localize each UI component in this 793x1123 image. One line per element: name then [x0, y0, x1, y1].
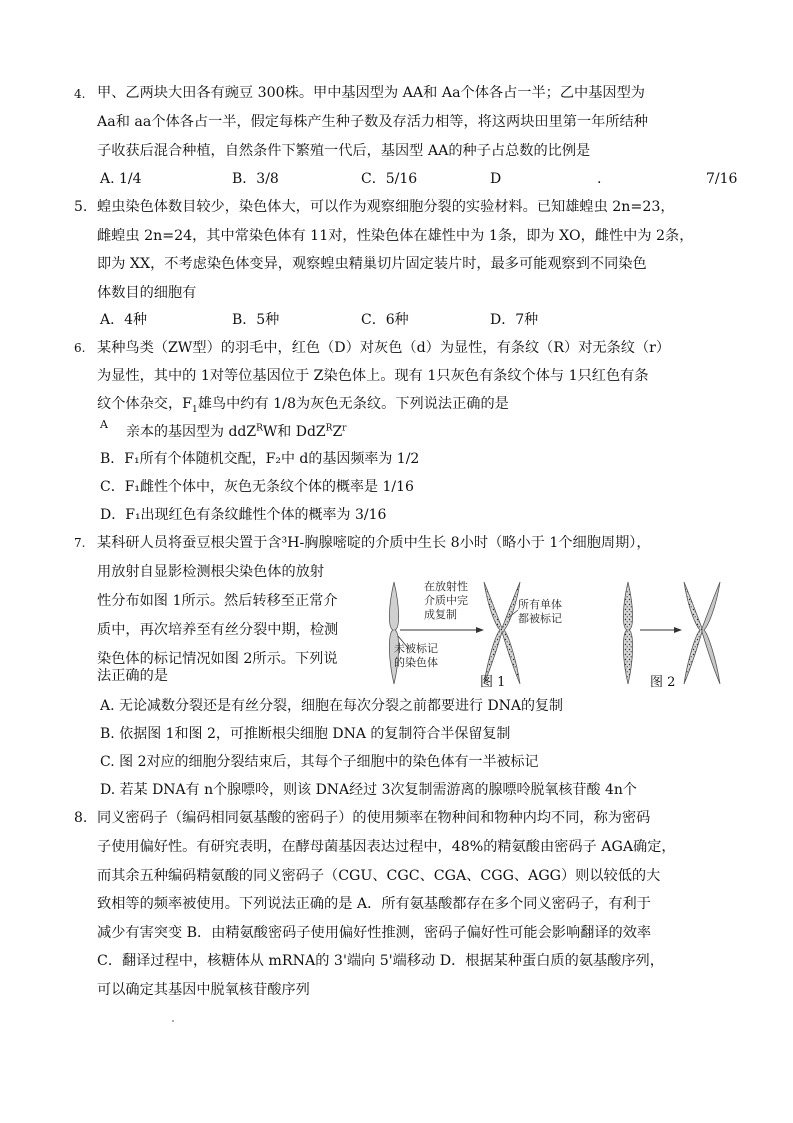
caption-replication-1: 在放射性 — [424, 580, 468, 593]
q8-text-line: 同义密码子（编码相同氨基酸的密码子）的使用频率在物种间和物种内均不同，称为密码 — [97, 810, 651, 826]
q7-text-line: 性分布如图 1所示。然后转移至正常介 — [97, 593, 338, 609]
q6-option-d: D．F₁出现红色有条纹雌性个体的概率为 3/16 — [100, 507, 387, 523]
q4-text-line: Aa和 aa个体各占一半，假定每株产生种子数及存活力相等，将这两块田里第一年所结种 — [97, 114, 648, 130]
q5-option-a: A．4种 — [100, 312, 148, 328]
q4-option-a: A. 1/4 — [100, 171, 142, 187]
labeled-chromosome-icon — [623, 582, 632, 684]
arrow-head-icon — [476, 627, 484, 633]
chromosome-diagram — [384, 578, 724, 690]
q5-text-line: 即为 XX，不考虑染色体变异，观察蝗虫精巢切片固定装片时，最多可能观察到不同染色 — [97, 256, 647, 272]
superscript: r — [342, 423, 347, 434]
q5-option-c: C．6种 — [361, 312, 409, 328]
chromosome-figure — [384, 578, 724, 690]
q8-text-line: 子使用偏好性。有研究表明，在酵母菌基因表达过程中，48%的精氨酸由密码子 AGA确定， — [97, 839, 676, 855]
q5-text-line: 体数目的细胞有 — [97, 285, 197, 301]
labeled-chromatid-pair-icon — [484, 582, 520, 684]
q6-option-a-part: W和 DdZ — [262, 424, 326, 440]
q8-text-line: 减少有害突变 B．由精氨酸密码子使用偏好性推测，密码子偏好性可能会影响翻译的效率 — [97, 925, 652, 941]
subscript: 1 — [191, 404, 198, 415]
q7-text-line: 用放射自显影检测根尖染色体的放射 — [97, 564, 325, 580]
caption-all-labeled-2: 都被标记 — [518, 612, 562, 625]
figure-2-label: 图 2 — [650, 675, 676, 690]
q8-text-line: C．翻译过程中，核糖体从 mRNA的 3'端向 5'端移动 D．根据某种蛋白质的氨基酸序列， — [97, 953, 664, 969]
q7-option-c: C. 图 2对应的细胞分裂结束后，其每个子细胞中的染色体有一半被标记 — [100, 754, 539, 770]
q4-option-d-value: 7/16 — [706, 171, 738, 187]
q7-option-d: D. 若某 DNA有 n个腺嘌呤，则该 DNA经过 3次复制需游离的腺嘌呤脱氧核苷酸 4n个 — [100, 782, 637, 798]
q8-text-line: 而其余五种编码精氨酸的同义密码子（CGU、CGC、CGA、CGG、AGG）则以较低的大 — [97, 868, 661, 884]
q6-option-a — [126, 422, 346, 442]
caption-all-labeled-1: 所有单体 — [518, 598, 562, 611]
half-labeled-chromatid-pair-icon — [684, 582, 720, 684]
q6-text-line — [97, 394, 509, 414]
question-number: 8. — [74, 810, 88, 826]
superscript: R — [325, 423, 333, 434]
q4-text-line: 甲、乙两块大田各有豌豆 300株。甲中基因型为 AA和 Aa个体各占一半；乙中基因型为 — [97, 85, 645, 101]
question-number: 4. — [74, 87, 86, 101]
q6-option-b: B．F₁所有个体随机交配，F₂中 d的基因频率为 1/2 — [100, 451, 420, 467]
q6-option-c: C．F₁雌性个体中，灰色无条纹个体的概率是 1/16 — [100, 479, 414, 495]
arrow-head-icon — [674, 627, 682, 633]
q8-text-line: 可以确定其基因中脱氧核苷酸序列 — [97, 982, 310, 998]
question-number: 6. — [74, 341, 86, 355]
q5-option-b: B．5种 — [232, 312, 280, 328]
q7-option-b: B. 依据图 1和图 2，可推断根尖细胞 DNA 的复制符合半保留复制 — [100, 726, 511, 742]
q6-option-a-part: 亲本的基因型为 ddZ — [126, 424, 257, 440]
figure-1-label: 图 1 — [480, 675, 506, 690]
q4-option-d-dot: . — [597, 171, 602, 187]
page-mark — [172, 1020, 174, 1022]
caption-replication-3: 成复制 — [424, 608, 457, 621]
q6-text-line: 某种鸟类（ZW型）的羽毛中，红色（D）对灰色（d）为显性，有条纹（R）对无条纹（r） — [97, 340, 671, 356]
q8-text-line: 致相等的频率被使用。下列说法正确的是 A．所有氨基酸都存在多个同义密码子，有利于 — [97, 896, 651, 912]
q5-text-line: 蝗虫染色体数目较少，染色体大，可以作为观察细胞分裂的实验材料。已知雄蝗虫 2n=23， — [97, 199, 675, 215]
q5-option-d: D．7种 — [490, 312, 539, 328]
q7-text-line: 染色体的标记情况如图 2所示。下列说 — [97, 651, 338, 667]
q7-option-a: A. 无论减数分裂还是有丝分裂，细胞在每次分裂之前都要进行 DNA的复制 — [100, 698, 564, 714]
q6-text-part: 雄鸟中约有 1/8为灰色无条纹。下列说法正确的是 — [197, 396, 509, 412]
q6-option-a-part: Z — [332, 424, 343, 440]
q6-text-part: 纹个体杂交，F — [97, 396, 192, 412]
q7-text-line: 某科研人员将蚕豆根尖置于含³H-胸腺嘧啶的介质中生长 8小时（略小于 1个细胞周期）， — [97, 535, 651, 551]
question-number: 5. — [74, 199, 88, 215]
q7-text-line: 质中，再次培养至有丝分裂中期，检测 — [97, 622, 339, 638]
q4-option-d-label: D — [490, 171, 502, 187]
q7-text-line: 法正确的是 — [97, 668, 168, 684]
caption-unlabeled-1: 未被标记 — [394, 642, 438, 655]
q4-text-line: 子收获后混合种植，自然条件下繁殖一代后，基因型 AA的种子占总数的比例是 — [97, 143, 591, 159]
q6-text-line: 为显性，其中的 1对等位基因位于 Z染色体上。现有 1只灰色有条纹个体与 1只红色有条 — [97, 368, 649, 384]
q4-option-b: B．3/8 — [232, 171, 279, 187]
question-number: 7. — [74, 536, 86, 550]
q6-option-a-label: A — [100, 418, 108, 431]
q4-option-c: C．5/16 — [361, 171, 418, 187]
q5-text-line: 雌蝗虫 2n=24，其中常染色体有 11对，性染色体在雄性中为 1条，即为 XO，雌性中为 2条， — [97, 228, 694, 244]
caption-replication-2: 介质中完 — [424, 594, 468, 607]
superscript: R — [256, 423, 263, 434]
caption-unlabeled-2: 的染色体 — [394, 656, 438, 669]
